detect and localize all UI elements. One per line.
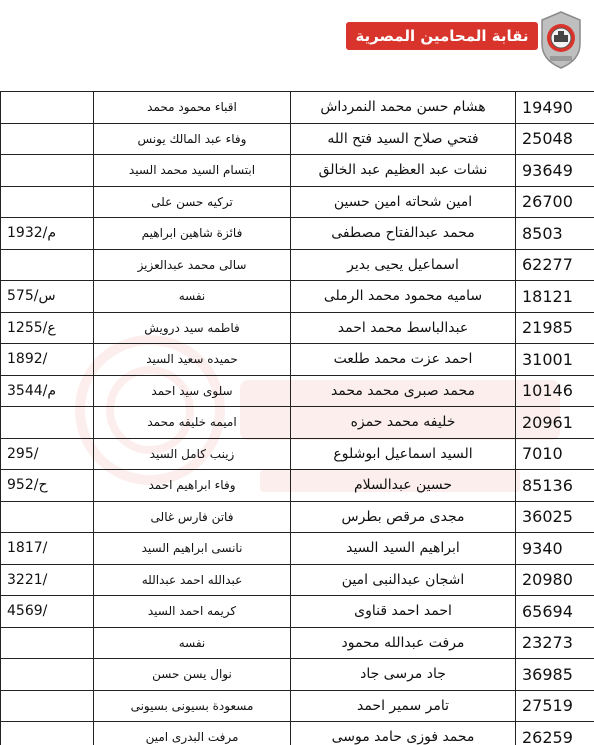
member-number-cell: 20961 — [516, 407, 594, 439]
member-name-cell: فتحي صلاح السيد فتح الله — [291, 123, 516, 155]
reference-code-cell — [1, 722, 94, 745]
reference-code-cell — [1, 501, 94, 533]
member-name-cell: نشات عبد العظيم عبد الخالق — [291, 155, 516, 187]
syndicate-title-banner: نقابة المحامين المصرية — [346, 22, 538, 50]
member-number-cell: 21985 — [516, 312, 594, 344]
beneficiary-name-cell: وفاء عبد المالك يونس — [94, 123, 291, 155]
member-number-cell: 26700 — [516, 186, 594, 218]
table-row — [1, 281, 594, 313]
table-row — [1, 501, 594, 533]
member-number-cell: 18121 — [516, 281, 594, 313]
member-name-cell: امين شحاته امين حسين — [291, 186, 516, 218]
reference-code-cell — [1, 659, 94, 691]
beneficiary-name-cell: كريمه احمد السيد — [94, 596, 291, 628]
member-number-cell: 62277 — [516, 249, 594, 281]
member-name-cell: مجدى مرقص بطرس — [291, 501, 516, 533]
member-name-cell: السيد اسماعيل ابوشلوع — [291, 438, 516, 470]
table-row — [1, 564, 594, 596]
beneficiary-name-cell: ابتسام السيد محمد السيد — [94, 155, 291, 187]
member-name-cell: جاد مرسى جاد — [291, 659, 516, 691]
table-row — [1, 470, 594, 502]
member-number-cell: 85136 — [516, 470, 594, 502]
beneficiary-name-cell: سالى محمد عبدالعزيز — [94, 249, 291, 281]
reference-code-cell: 952/ح — [1, 470, 94, 502]
syndicate-emblem-icon — [538, 10, 584, 70]
member-name-cell: مرفت عبدالله محمود — [291, 627, 516, 659]
reference-code-cell: 1255/ع — [1, 312, 94, 344]
table-row — [1, 186, 594, 218]
reference-code-cell: 1892/ — [1, 344, 94, 376]
reference-code-cell: 3221/ — [1, 564, 94, 596]
beneficiary-name-cell: نوال يسن حسن — [94, 659, 291, 691]
beneficiary-name-cell: سلوى سيد احمد — [94, 375, 291, 407]
member-name-cell: اسماعيل يحيى بدير — [291, 249, 516, 281]
reference-code-cell: 3544/م — [1, 375, 94, 407]
page-header — [0, 0, 594, 88]
table-row — [1, 155, 594, 187]
member-name-cell: ساميه محمود محمد الرملى — [291, 281, 516, 313]
reference-code-cell — [1, 627, 94, 659]
beneficiary-name-cell: تركيه حسن على — [94, 186, 291, 218]
member-number-cell: 10146 — [516, 375, 594, 407]
beneficiary-name-cell: عبدالله احمد عبدالله — [94, 564, 291, 596]
reference-code-cell — [1, 249, 94, 281]
reference-code-cell: 1932/م — [1, 218, 94, 250]
beneficiary-name-cell: اقباء محمود محمد — [94, 92, 291, 124]
members-table — [0, 91, 594, 745]
member-name-cell: حسين عبدالسلام — [291, 470, 516, 502]
member-number-cell: 8503 — [516, 218, 594, 250]
beneficiary-name-cell: اميمه خليفه محمد — [94, 407, 291, 439]
beneficiary-name-cell: نفسه — [94, 281, 291, 313]
member-name-cell: خليفه محمد حمزه — [291, 407, 516, 439]
member-number-cell: 65694 — [516, 596, 594, 628]
member-number-cell: 9340 — [516, 533, 594, 565]
reference-code-cell — [1, 92, 94, 124]
table-row — [1, 249, 594, 281]
table-row — [1, 659, 594, 691]
beneficiary-name-cell: مرفت البدرى امين — [94, 722, 291, 745]
member-number-cell: 25048 — [516, 123, 594, 155]
beneficiary-name-cell: نفسه — [94, 627, 291, 659]
member-name-cell: اشجان عبدالنبى امين — [291, 564, 516, 596]
reference-code-cell — [1, 407, 94, 439]
table-row — [1, 722, 594, 745]
member-number-cell: 19490 — [516, 92, 594, 124]
beneficiary-name-cell: مسعودة بسيونى بسيونى — [94, 690, 291, 722]
reference-code-cell: 575/س — [1, 281, 94, 313]
member-number-cell: 31001 — [516, 344, 594, 376]
table-row — [1, 407, 594, 439]
member-name-cell: احمد احمد قناوى — [291, 596, 516, 628]
member-name-cell: ابراهيم السيد السيد — [291, 533, 516, 565]
table-row — [1, 344, 594, 376]
beneficiary-name-cell: نانسى ابراهيم السيد — [94, 533, 291, 565]
reference-code-cell — [1, 123, 94, 155]
beneficiary-name-cell: فاتن فارس غالى — [94, 501, 291, 533]
table-row — [1, 627, 594, 659]
member-name-cell: محمد صبرى محمد محمد — [291, 375, 516, 407]
table-row — [1, 375, 594, 407]
member-number-cell: 26259 — [516, 722, 594, 745]
table-row — [1, 690, 594, 722]
table-row — [1, 533, 594, 565]
member-number-cell: 7010 — [516, 438, 594, 470]
member-number-cell: 27519 — [516, 690, 594, 722]
member-name-cell: محمد فوزى حامد موسى — [291, 722, 516, 745]
table-row — [1, 92, 594, 124]
member-name-cell: محمد عبدالفتاح مصطفى — [291, 218, 516, 250]
table-row — [1, 312, 594, 344]
reference-code-cell — [1, 155, 94, 187]
table-row — [1, 123, 594, 155]
member-number-cell: 36985 — [516, 659, 594, 691]
member-name-cell: احمد عزت محمد طلعت — [291, 344, 516, 376]
member-number-cell: 36025 — [516, 501, 594, 533]
beneficiary-name-cell: فائزة شاهين ابراهيم — [94, 218, 291, 250]
reference-code-cell: 4569/ — [1, 596, 94, 628]
beneficiary-name-cell: وفاء ابراهيم احمد — [94, 470, 291, 502]
member-name-cell: هشام حسن محمد النمرداش — [291, 92, 516, 124]
member-name-cell: تامر سمير احمد — [291, 690, 516, 722]
beneficiary-name-cell: حميده سعيد السيد — [94, 344, 291, 376]
member-number-cell: 93649 — [516, 155, 594, 187]
member-number-cell: 23273 — [516, 627, 594, 659]
reference-code-cell — [1, 690, 94, 722]
member-number-cell: 20980 — [516, 564, 594, 596]
beneficiary-name-cell: زينب كامل السيد — [94, 438, 291, 470]
beneficiary-name-cell: فاطمه سيد درويش — [94, 312, 291, 344]
table-row — [1, 596, 594, 628]
reference-code-cell: 1817/ — [1, 533, 94, 565]
table-row — [1, 218, 594, 250]
member-name-cell: عبدالباسط محمد احمد — [291, 312, 516, 344]
reference-code-cell — [1, 186, 94, 218]
table-row — [1, 438, 594, 470]
reference-code-cell: 295/ — [1, 438, 94, 470]
